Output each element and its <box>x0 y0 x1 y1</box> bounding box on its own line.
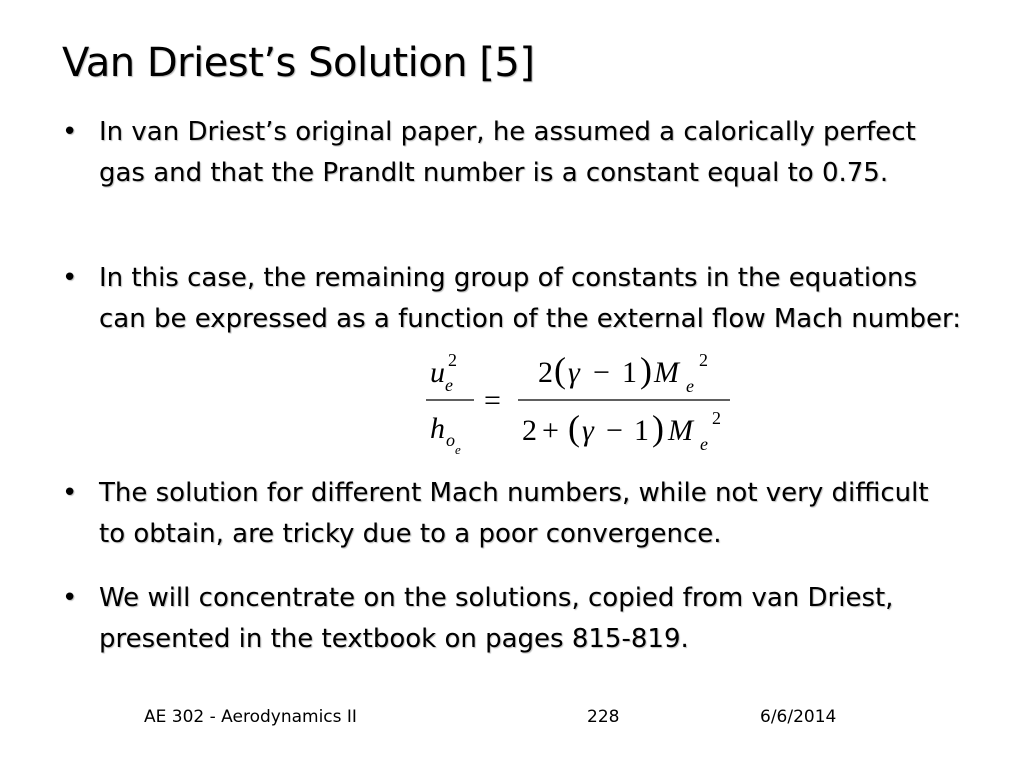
bullet-item <box>62 578 962 660</box>
equals-sign: = <box>484 384 501 417</box>
lhs-num-base: u <box>430 356 445 389</box>
rhs-den-rparen: ) <box>652 408 664 448</box>
rhs-num-M: M <box>654 356 679 389</box>
bullet-item <box>62 112 962 194</box>
lhs-num-sup: 2 <box>448 350 457 370</box>
footer-date: 6/6/2014 <box>760 707 837 727</box>
rhs-den-lparen: ( <box>568 408 580 448</box>
rhs-den-gamma: γ <box>582 414 594 447</box>
rhs-den-minus: − <box>606 414 623 447</box>
footer-page-number: 228 <box>587 707 620 727</box>
rhs-den-sup: 2 <box>712 408 721 428</box>
rhs-num-minus: − <box>593 356 610 389</box>
rhs-num-sup: 2 <box>699 350 708 370</box>
bullet-text: We will concentrate on the solutions, copied from van Driest, presented in the textbook on pages 815-819. <box>99 583 894 654</box>
lhs-num-sub: e <box>445 375 453 395</box>
rhs-den-plus: + <box>542 414 559 447</box>
bullet-icon: • <box>62 117 78 147</box>
rhs-num-coef: 2 <box>538 356 553 389</box>
rhs-num-one: 1 <box>622 356 637 389</box>
rhs-den-one: 1 <box>634 414 649 447</box>
bullet-icon: • <box>62 583 78 613</box>
mach-equation <box>418 344 738 459</box>
bullet-text: In this case, the remaining group of constants in the equations can be expressed as a function of the external flow Mach number: <box>99 263 962 334</box>
bullet-icon: • <box>62 478 78 508</box>
rhs-num-lparen: ( <box>554 350 566 390</box>
bullet-text: In van Driest’s original paper, he assumed a calorically perfect gas and that the Prandlt number is a constant equal to 0.75. <box>99 117 916 188</box>
rhs-den-sub: e <box>700 434 708 454</box>
rhs-num-gamma: γ <box>568 356 580 389</box>
bullet-item <box>62 473 962 555</box>
rhs-den-M: M <box>668 414 693 447</box>
bullet-item <box>62 258 962 340</box>
rhs-num-rparen: ) <box>640 350 652 390</box>
footer-course: AE 302 - Aerodynamics II <box>144 707 357 727</box>
rhs-num-sub: e <box>686 376 694 396</box>
lhs-den-base: h <box>430 412 445 445</box>
bullet-text: The solution for different Mach numbers, while not very difficult to obtain, are tricky due to a poor convergence. <box>99 478 929 549</box>
bullet-icon: • <box>62 263 78 293</box>
rhs-den-two: 2 <box>522 414 537 447</box>
lhs-den-subsub: e <box>455 442 461 457</box>
slide-title: Van Driest’s Solution [5] <box>62 40 535 86</box>
lhs-den-sub: o <box>446 430 455 450</box>
